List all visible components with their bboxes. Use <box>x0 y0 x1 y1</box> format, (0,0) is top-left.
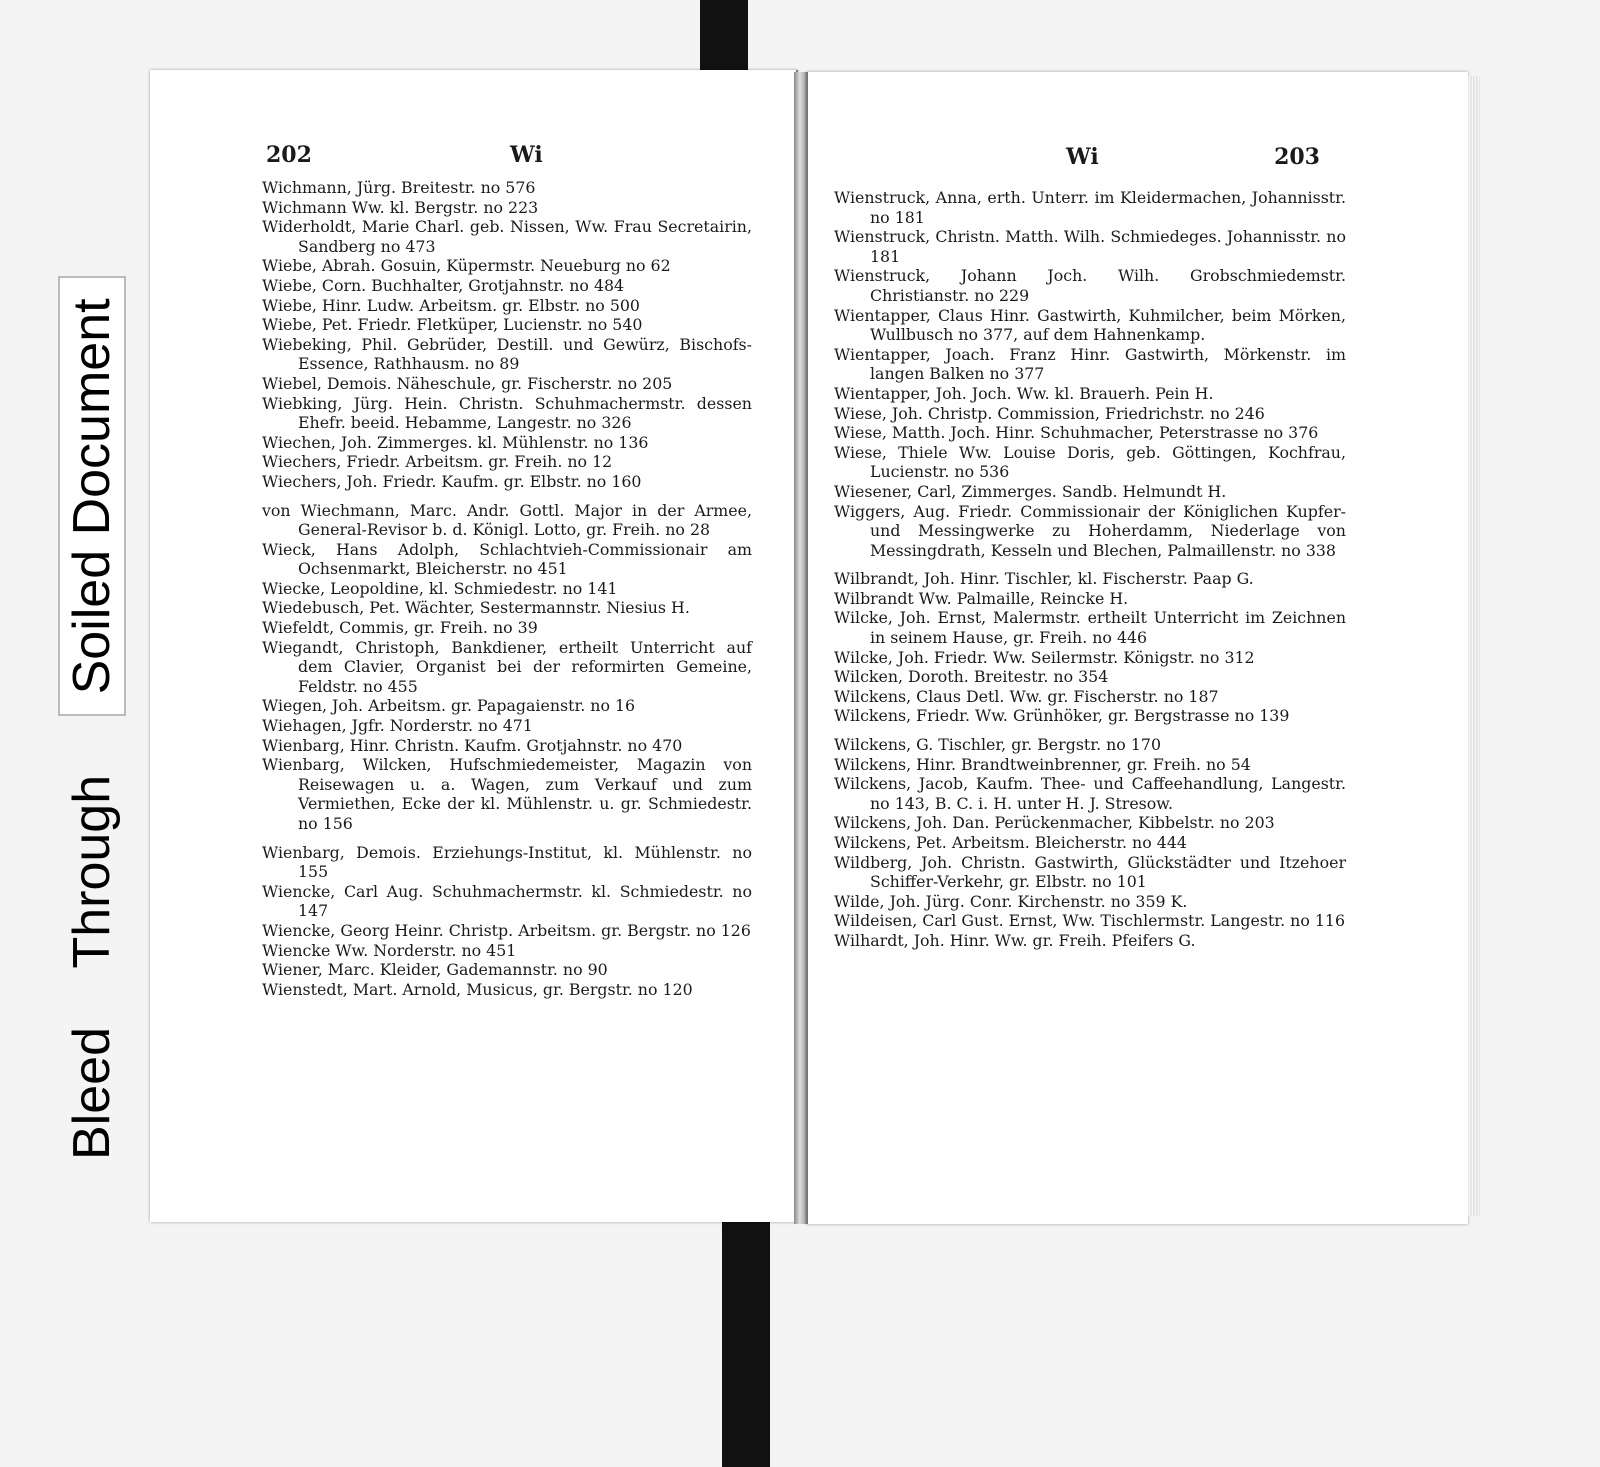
list-item: Wiener, Marc. Kleider, Gademannstr. no 90 <box>262 960 608 980</box>
list-item: Wilckens, Friedr. Ww. Grünhöker, gr. Bergstrasse no 139 <box>834 706 1290 726</box>
list-item: Wilcken, Doroth. Breitestr. no 354 <box>834 667 1109 687</box>
microfilm-strip-top <box>700 0 748 80</box>
right-page-number: 203 <box>1274 144 1320 170</box>
list-item: Wiecke, Leopoldine, kl. Schmiedestr. no 141 <box>262 578 618 598</box>
list-item: Wildberg, Joh. Christn. Gastwirth, Glückstädter und Itzehoer Schiffer-Verkehr, gr. Elbstr. no 101 <box>834 852 1346 892</box>
side-label-word-through: Through <box>63 774 121 969</box>
list-item: Wienbarg, Hinr. Christn. Kaufm. Grotjahnstr. no 470 <box>262 735 683 755</box>
list-item: Wiebe, Abrah. Gosuin, Küpermstr. Neueburg no 62 <box>262 256 671 276</box>
left-section-header: Wi <box>510 142 543 168</box>
list-item: von Wiechmann, Marc. Andr. Gottl. Major in der Armee, General-Revisor b. d. Königl. Lotto, gr. Freih. no 28 <box>262 500 752 540</box>
list-item: Wiencke, Carl Aug. Schuhmachermstr. kl. Schmiedestr. no 147 <box>262 881 752 921</box>
list-item: Wiese, Thiele Ww. Louise Doris, geb. Göttingen, Kochfrau, Lucienstr. no 536 <box>834 442 1346 482</box>
list-item: Wientapper, Claus Hinr. Gastwirth, Kuhmilcher, beim Mörken, Wullbusch no 377, auf dem Hahnenkamp. <box>834 305 1346 345</box>
list-item: Wilckens, Hinr. Brandtweinbrenner, gr. Freih. no 54 <box>834 754 1251 774</box>
list-item: Wilhardt, Joh. Hinr. Ww. gr. Freih. Pfeifers G. <box>834 930 1196 950</box>
list-item: Wilckens, G. Tischler, gr. Bergstr. no 170 <box>834 735 1161 755</box>
right-page <box>806 72 1468 1224</box>
list-item: Wiegen, Joh. Arbeitsm. gr. Papagaienstr. no 16 <box>262 696 636 716</box>
list-item: Wiggers, Aug. Friedr. Commissionair der Königlichen Kupfer- und Messingwerke zu Hoherdamm, Niederlage von Messingdrath, Kesseln und Blechen, Palmaillenstr. no 338 <box>834 501 1346 560</box>
list-item: Wiesener, Carl, Zimmerges. Sandb. Helmundt H. <box>834 481 1227 501</box>
side-label <box>58 140 122 1160</box>
list-item: Wilckens, Pet. Arbeitsm. Bleicherstr. no 444 <box>834 833 1187 852</box>
right-entry-list <box>834 188 1346 951</box>
list-item: Wiebe, Hinr. Ludw. Arbeitsm. gr. Elbstr. no 500 <box>262 295 640 315</box>
list-item: Wiechers, Joh. Friedr. Kaufm. gr. Elbstr. no 160 <box>262 471 642 491</box>
list-item: Wiese, Joh. Christp. Commission, Friedrichstr. no 246 <box>834 403 1265 423</box>
list-item: Wildeisen, Carl Gust. Ernst, Ww. Tischlermstr. Langestr. no 116 <box>834 911 1346 931</box>
list-item: Wiebe, Corn. Buchhalter, Grotjahnstr. no 484 <box>262 275 625 295</box>
list-item: Wientapper, Joh. Joch. Ww. kl. Brauerh. Pein H. <box>834 383 1214 403</box>
list-item: Wiebeking, Phil. Gebrüder, Destill. und Gewürz, Bischofs-Essence, Rathhausm. no 89 <box>262 334 752 374</box>
list-item: Wilckens, Joh. Dan. Perückenmacher, Kibbelstr. no 203 <box>834 813 1275 833</box>
list-item: Wiencke, Georg Heinr. Christp. Arbeitsm. gr. Bergstr. no 126 <box>262 920 751 940</box>
list-item: Wiechen, Joh. Zimmerges. kl. Mühlenstr. no 136 <box>262 432 649 452</box>
list-item: Wienstruck, Johann Joch. Wilh. Grobschmiedemstr. Christianstr. no 229 <box>834 266 1346 305</box>
left-entry-list <box>262 178 752 999</box>
side-label-soiled-document: Soiled Document <box>58 276 126 716</box>
list-item: Wichmann Ww. kl. Bergstr. no 223 <box>262 197 539 217</box>
list-item: Wiese, Matth. Joch. Hinr. Schuhmacher, Peterstrasse no 376 <box>834 423 1319 443</box>
right-section-header: Wi <box>1066 144 1099 170</box>
list-item: Wienstruck, Anna, erth. Unterr. im Kleidermachen, Johannisstr. no 181 <box>834 188 1346 227</box>
list-item: Wienstruck, Christn. Matth. Wilh. Schmiedeges. Johannisstr. no 181 <box>834 227 1346 266</box>
left-page-number: 202 <box>266 142 312 168</box>
list-item: Wilbrandt, Joh. Hinr. Tischler, kl. Fischerstr. Paap G. <box>834 569 1254 589</box>
list-item: Wienbarg, Wilcken, Hufschmiedemeister, Magazin von Reisewagen u. a. Wagen, zum Verkauf und zum Vermiethen, Ecke der kl. Mühlenstr. u. gr. Schmiedestr. no 156 <box>262 755 752 833</box>
list-item: Wilcke, Joh. Friedr. Ww. Seilermstr. Königstr. no 312 <box>834 647 1255 667</box>
list-item: Wiechers, Friedr. Arbeitsm. gr. Freih. no 12 <box>262 452 613 472</box>
list-item: Wiebel, Demois. Näheschule, gr. Fischerstr. no 205 <box>262 373 673 393</box>
microfilm-strip-bottom <box>722 1222 770 1467</box>
list-item: Widerholdt, Marie Charl. geb. Nissen, Ww. Frau Secretairin, Sandberg no 473 <box>262 217 752 256</box>
list-item: Wienstedt, Mart. Arnold, Musicus, gr. Bergstr. no 120 <box>262 979 693 999</box>
list-item: Wiencke Ww. Norderstr. no 451 <box>262 940 517 960</box>
list-item: Wiegandt, Christoph, Bankdiener, ertheilt Unterricht auf dem Clavier, Organist bei der reformirten Gemeine, Feldstr. no 455 <box>262 637 752 696</box>
list-item: Wiebking, Jürg. Hein. Christn. Schuhmachermstr. dessen Ehefr. beeid. Hebamme, Langestr. no 326 <box>262 393 752 433</box>
list-item: Wiefeldt, Commis, gr. Freih. no 39 <box>262 618 538 638</box>
list-item: Wichmann, Jürg. Breitestr. no 576 <box>262 178 536 197</box>
list-item: Wilde, Joh. Jürg. Conr. Kirchenstr. no 359 K. <box>834 891 1188 911</box>
list-item: Wilbrandt Ww. Palmaille, Reincke H. <box>834 588 1129 608</box>
list-item: Wilcke, Joh. Ernst, Malermstr. ertheilt Unterricht im Zeichnen in seinem Hause, gr. Freih. no 446 <box>834 608 1346 648</box>
list-item: Wientapper, Joach. Franz Hinr. Gastwirth, Mörkenstr. im langen Balken no 377 <box>834 344 1346 384</box>
list-item: Wilckens, Claus Detl. Ww. gr. Fischerstr. no 187 <box>834 686 1219 706</box>
list-item: Wieck, Hans Adolph, Schlachtvieh-Commissionair am Ochsenmarkt, Bleicherstr. no 451 <box>262 539 752 579</box>
list-item: Wilckens, Jacob, Kaufm. Thee- und Caffeehandlung, Langestr. no 143, B. C. i. H. unter H. J. Stresow. <box>834 774 1346 813</box>
list-item: Wiehagen, Jgfr. Norderstr. no 471 <box>262 716 533 736</box>
left-page <box>150 70 798 1222</box>
list-item: Wiedebusch, Pet. Wächter, Sestermannstr. Niesius H. <box>262 598 690 618</box>
list-item: Wienbarg, Demois. Erziehungs-Institut, kl. Mühlenstr. no 155 <box>262 842 752 882</box>
side-label-word-bleed: Bleed <box>63 1027 121 1160</box>
list-item: Wiebe, Pet. Friedr. Fletküper, Lucienstr. no 540 <box>262 315 643 335</box>
